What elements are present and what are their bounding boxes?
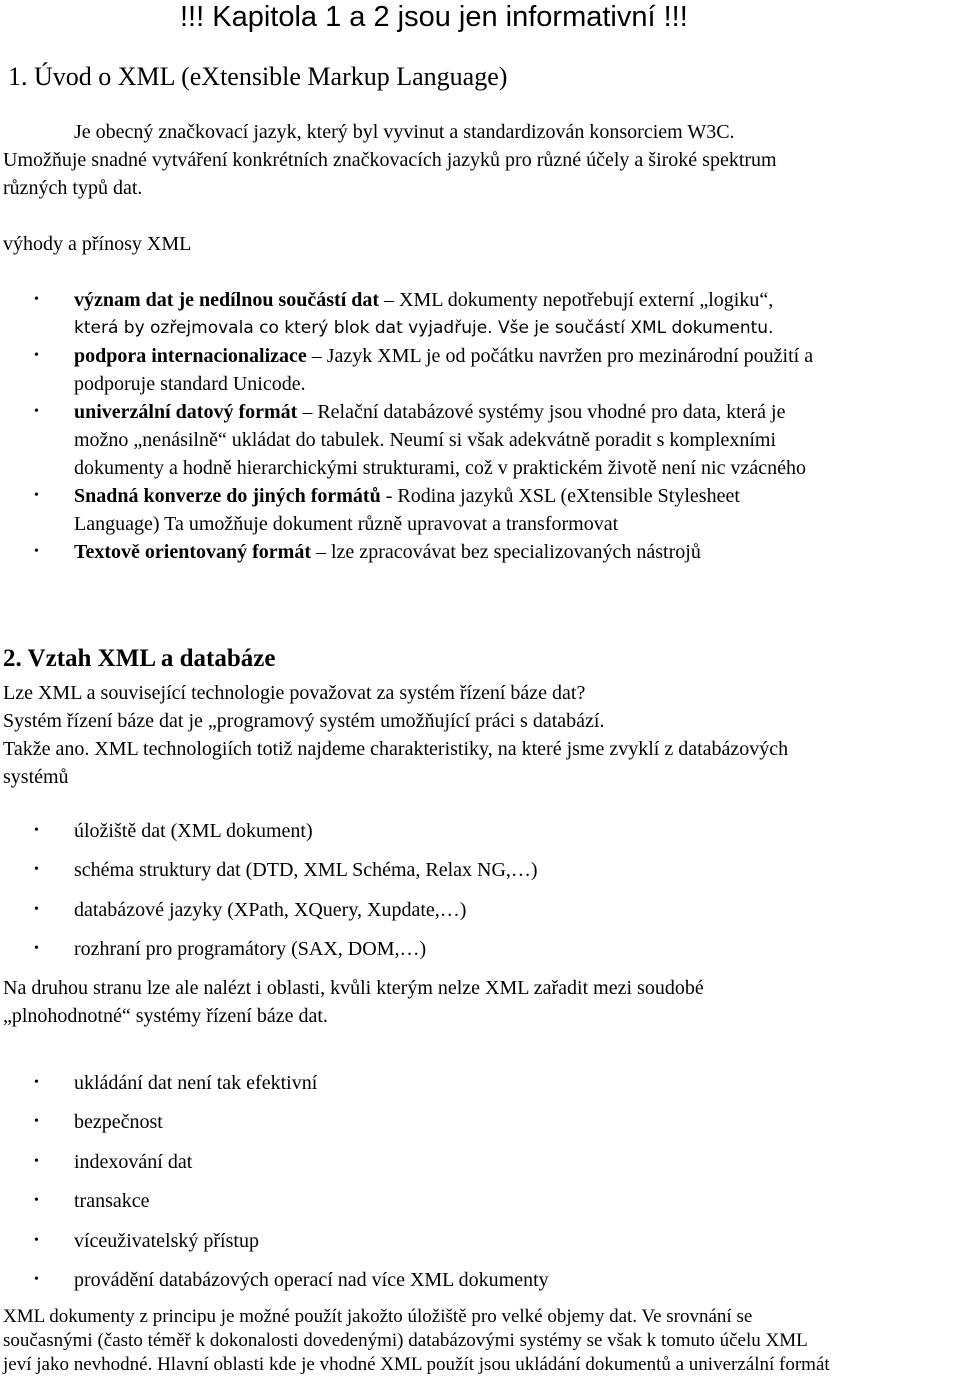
- section2-p5-line-3: jeví jako nevhodné. Hlavní oblasti kde je vhodné XML použít jsou ukládání dokumentů a univerzální formát: [3, 1354, 830, 1375]
- intro-line-3: různých typů dat.: [3, 177, 143, 199]
- benefit-4: [74, 482, 740, 510]
- section2-heading: 2. Vztah XML a databáze: [3, 645, 276, 672]
- intro-line-2: Umožňuje snadné vytváření konkrétních značkovacích jazyků pro různé účely a široké spektrum: [3, 149, 777, 171]
- list2-item: transakce: [74, 1190, 150, 1212]
- list2-item: provádění databázových operací nad více XML dokumenty: [74, 1269, 549, 1291]
- section1-heading: 1. Úvod o XML (eXtensible Markup Language): [8, 62, 508, 91]
- section2-p4-line-2: „plnohodnotné“ systémy řízení báze dat.: [3, 1005, 328, 1027]
- list1-item: databázové jazyky (XPath, XQuery, Xupdate,…): [74, 899, 467, 921]
- intro-line-1: Je obecný značkovací jazyk, který byl vyvinut a standardizován konsorciem W3C.: [74, 121, 735, 143]
- list2-item: indexování dat: [74, 1151, 193, 1173]
- section2-p2: Systém řízení báze dat je „programový systém umožňující práci s databází.: [3, 710, 605, 732]
- list1-item: schéma struktury dat (DTD, XML Schéma, Relax NG,…): [74, 859, 538, 881]
- list2-item: víceuživatelský přístup: [74, 1230, 259, 1252]
- benefits-heading: výhody a přínosy XML: [3, 233, 192, 255]
- list2-item: ukládání dat není tak efektivní: [74, 1072, 318, 1094]
- bullet-icon: •: [34, 941, 39, 956]
- benefit-2-text: – Jazyk XML je od počátku navržen pro mezinárodní použití a: [306, 345, 814, 367]
- benefit-1-text: – XML dokumenty nepotřebují externí „logiku“,: [379, 289, 774, 311]
- benefit-5: [74, 538, 701, 566]
- bullet-icon: •: [34, 1233, 39, 1248]
- bullet-icon: •: [34, 1193, 39, 1208]
- list2-item: bezpečnost: [74, 1111, 163, 1133]
- benefit-3: [74, 398, 786, 426]
- bullet-icon: •: [34, 404, 39, 419]
- benefit-3-text: – Relační databázové systémy jsou vhodné pro data, která je: [297, 401, 786, 423]
- list1-item: rozhraní pro programátory (SAX, DOM,…): [74, 938, 427, 960]
- benefit-3-line-2: možno „nenásilně“ ukládat do tabulek. Neumí si však adekvátně poradit s komplexními: [74, 429, 777, 451]
- bullet-icon: •: [34, 488, 39, 503]
- section2-p3-line-2: systémů: [3, 766, 69, 788]
- benefit-1-line-2: která by ozřejmovala co který blok dat vyjadřuje. Vše je součástí XML dokumentu.: [74, 318, 774, 338]
- benefit-3-title: univerzální datový formát: [74, 401, 298, 423]
- page-title: !!! Kapitola 1 a 2 jsou jen informativní !!!: [180, 1, 688, 33]
- benefit-4-text: - Rodina jazyků XSL (eXtensible Stylesheet: [380, 485, 740, 507]
- section2-p4: Na druhou stranu lze ale nalézt i oblasti, kvůli kterým nelze XML zařadit mezi soudobé: [3, 977, 704, 999]
- benefit-1-title: význam dat je nedílnou součástí dat: [74, 289, 380, 311]
- section2-p3: Takže ano. XML technologiích totiž najdeme charakteristiky, na které jsme zvyklí z databázových: [3, 738, 789, 760]
- bullet-icon: •: [34, 862, 39, 877]
- section2-p5-line-1: XML dokumenty z principu je možné použít jakožto úložiště pro velké objemy dat. Ve srovnání se: [3, 1306, 753, 1327]
- benefit-2-title: podpora internacionalizace: [74, 345, 307, 367]
- bullet-icon: •: [34, 544, 39, 559]
- bullet-icon: •: [34, 1154, 39, 1169]
- bullet-icon: •: [34, 1272, 39, 1287]
- benefit-4-title: Snadná konverze do jiných formátů: [74, 485, 381, 507]
- bullet-icon: •: [34, 902, 39, 917]
- bullet-icon: •: [34, 823, 39, 838]
- benefit-1: [74, 286, 773, 314]
- bullet-icon: •: [34, 292, 39, 307]
- benefit-5-text: – lze zpracovávat bez specializovaných nástrojů: [311, 541, 701, 563]
- benefit-3-line-3: dokumenty a hodně hierarchickými strukturami, což v praktickém životě není nic vzácného: [74, 457, 806, 479]
- bullet-icon: •: [34, 1114, 39, 1129]
- benefit-4-line-2: Language) Ta umožňuje dokument různě upravovat a transformovat: [74, 513, 619, 535]
- section2-p1: Lze XML a související technologie považovat za systém řízení báze dat?: [3, 682, 586, 704]
- benefit-2: [74, 342, 813, 370]
- benefit-2-line-2: podporuje standard Unicode.: [74, 373, 306, 395]
- list1-item: úložiště dat (XML dokument): [74, 820, 313, 842]
- bullet-icon: •: [34, 1075, 39, 1090]
- benefit-5-title: Textově orientovaný formát: [74, 541, 311, 563]
- bullet-icon: •: [34, 348, 39, 363]
- section2-p5-line-2: současnými (často téměř k dokonalosti dovedenými) databázovými systémy se však k tomuto účelu XML: [3, 1330, 808, 1351]
